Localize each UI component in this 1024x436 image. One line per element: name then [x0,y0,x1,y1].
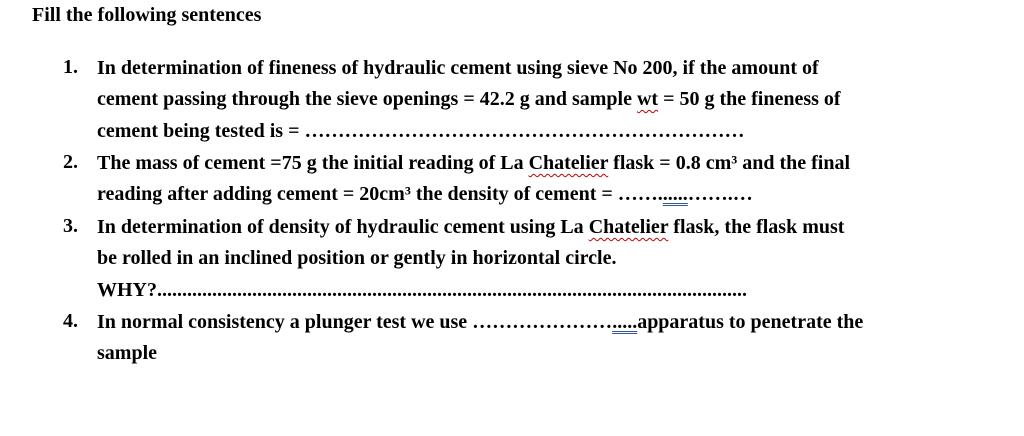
question-number: 1. [63,56,78,78]
question-1-line-1: In determination of fineness of hydraulic cement using sieve No 200, if the amount of [97,57,819,79]
question-number: 3. [63,215,78,237]
spelling-flag: Chatelier [588,216,669,238]
question-4-line-1: In normal consistency a plunger test we use ………………….....apparatus to penetrate the [97,311,864,333]
grammar-flag: ..... [612,311,638,333]
question-2-line-1: The mass of cement =75 g the initial reading of La Chatelier flask = 0.8 cm³ and the final [97,152,851,174]
spelling-flag: wt [636,88,659,110]
question-number: 4. [63,310,78,332]
question-3-line-3: WHY?...................................................................................................................... [97,279,747,301]
question-1-line-2: cement passing through the sieve openings = 42.2 g and sample wt = 50 g the fineness of [97,88,841,110]
question-4-line-2: sample [97,342,157,364]
question-1-line-3: cement being tested is = ………………………………………………………… [97,120,745,142]
spelling-flag: Chatelier [528,152,609,174]
question-3-line-2: be rolled in an inclined position or gently in horizontal circle. [97,247,617,269]
question-number: 2. [63,151,78,173]
question-2-line-2: reading after adding cement = 20cm³ the density of cement = ……......…….… [97,183,753,205]
grammar-flag: ..... [662,183,688,205]
question-3-line-1: In determination of density of hydraulic cement using La Chatelier flask, the flask must [97,216,845,238]
worksheet-heading: Fill the following sentences [32,4,262,26]
